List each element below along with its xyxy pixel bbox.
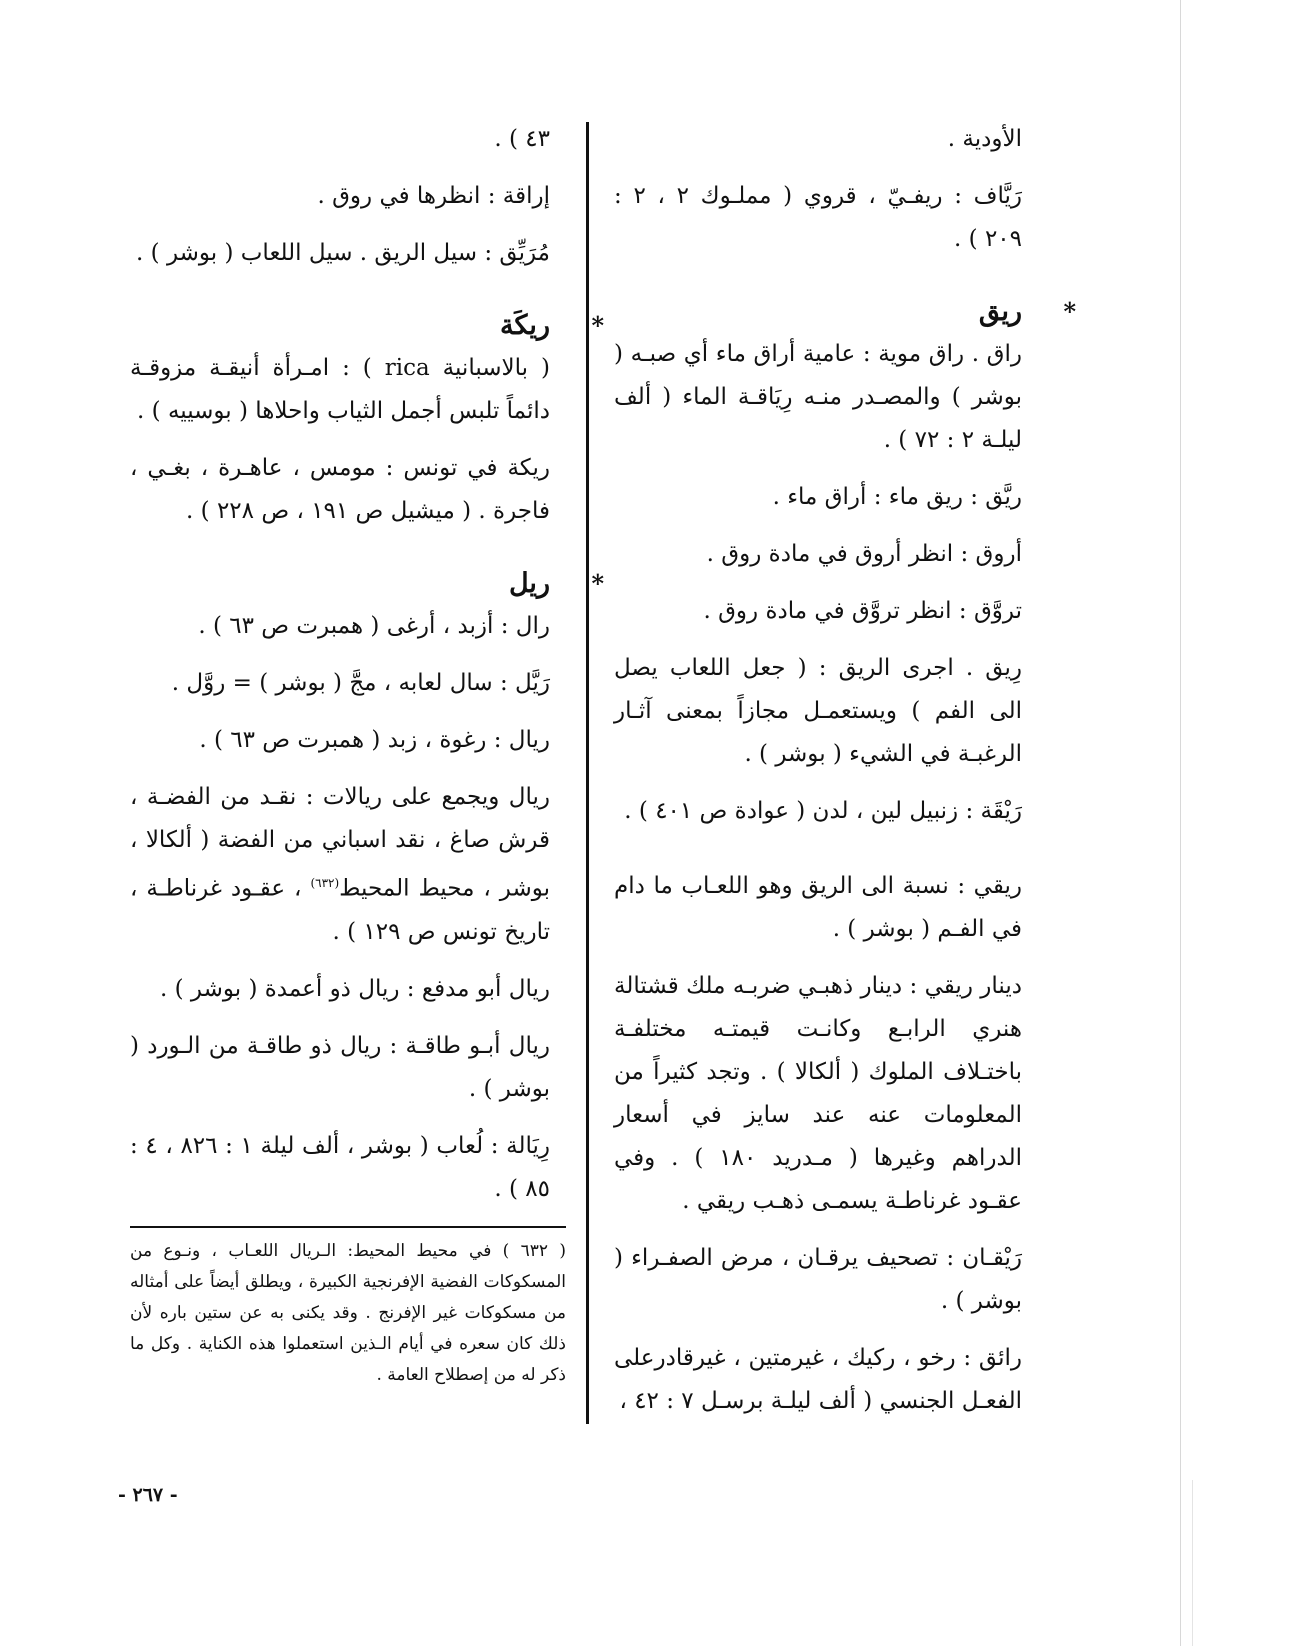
asterisk-icon: * [1063, 297, 1076, 326]
entry-rayqa: رَيْقَة : زنبيل لين ، لدن ( عوادة ص ٤٠١ ) . [624, 798, 1022, 824]
scan-edge-line-lower [1192, 1480, 1193, 1646]
entry-text: الأودية . [947, 126, 1022, 152]
entry-riyal-coin-text: ريال ويجمع على ريالات : نقـد من الفضـة ، قرش صاغ ، نقد اسباني من الفضة ( ألكالا ، بوشر ، محيط المحيط [130, 784, 550, 902]
entry-rayyaf: رَيَّاف : ريفـيّ ، قروي ( مملـوك ٢ ، ٢ : ٢٠٩ ) . [614, 183, 1022, 252]
right-column [614, 118, 1076, 1437]
footnote-text: ( ٦٣٢ ) في محيط المحيط: الـريال اللعـاب ، ونـوع من المسكوكات الفضية الإفرنجية الكبيرة ، ويطلق أيضاً على أمثاله من مسكوكات غير الإفرنج . وقد يكنى به عن ستين باره لأن ذلك كان سعره في أيام الـذين استعملوا هذه الكناية . وكل ما ذكر له من إصطلاح العامة . [130, 1241, 566, 1385]
asterisk-icon: * [591, 311, 604, 340]
heading-text: ريق [978, 296, 1022, 327]
entry-reeka-tunis: ريكة في تونس : مومس ، عاهـرة ، بغـي ، فاجرة . ( ميشيل ص ١٩١ ، ص ٢٢٨ ) . [130, 455, 550, 524]
entry-rayyaq: ريَّق : ريق ماء : أراق ماء . [772, 484, 1022, 510]
entry-ral: رال : أزبد ، أرغى ( همبرت ص ٦٣ ) . [198, 613, 550, 639]
section-heading-reel [130, 565, 604, 603]
entry-riyal-abu-madfa: ريال أبو مدفع : ريال ذو أعمدة ( بوشر ) . [159, 975, 550, 1002]
entry-riyala: رِيَالة : لُعاب ( بوشر ، ألف ليلة ١ : ٨٢٦ ، ٤ : ٨٥ ) . [130, 1132, 551, 1202]
left-column [130, 118, 604, 1225]
page-number: - ٢٦٧ - [118, 1484, 178, 1506]
scan-edge-line [1180, 0, 1181, 1646]
entry-reeqi: ريقي : نسبة الى الريق وهو اللعـاب ما دام في الفـم ( بوشر ) . [614, 873, 1022, 942]
entry-riyal-coin-text-cont: ، عقـود غرناطـة ، تاريخ تونس ص ١٢٩ ) . [130, 875, 550, 945]
footnote-reference[interactable]: (٦٣٢) [310, 876, 340, 890]
entry-raq: راق . راق موية : عامية أراق ماء أي صبـه ( بوشر ) والمصـدر منـه رِيَاقـة الماء ( ألف ليلـة ٢ : ٧٢ ) . [614, 341, 1022, 453]
section-heading-reeq [614, 293, 1076, 331]
footnote [130, 1236, 566, 1391]
column-divider [586, 122, 589, 1424]
entry-iraqa: إراقة : انظرها في روق . [317, 183, 550, 209]
asterisk-icon: * [591, 569, 604, 598]
entry-riyal-foam: ريال : رغوة ، زبد ( همبرت ص ٦٣ ) . [199, 727, 550, 753]
entry-raiq: رائق : رخو ، ركيك ، غيرمتين ، غيرقادرعلى الفعـل الجنسي ( ألف ليلـة برسـل ٧ : ٤٢ ، [614, 1345, 1022, 1414]
entry-riyal-abu-taqa: ريال أبـو طاقـة : ريال ذو طاقـة من الـورد ( بوشر ) . [130, 1032, 550, 1102]
entry-riyal-coin [130, 776, 550, 954]
footnote-separator [130, 1226, 566, 1228]
heading-text: ريل [508, 568, 550, 599]
entry-murayyiq: مُرَيِّق : سيل الريق . سيل اللعاب ( بوشر ) . [136, 240, 550, 266]
entry-arwaq: أروق : انظر أروق في مادة روق . [706, 541, 1022, 567]
entry-rayyal: رَيَّل : سال لعابه ، مجَّ ( بوشر ) = روَّل . [171, 670, 550, 696]
entry-dinar-reeqi: دينار ريقي : دينار ذهبـي ضربـه ملك قشتالة هنري الرابـع وكانـت قيمتـه مختلفـة باختـلاف الملوك ( ألكالا ) . وتجد كثيراً من المعلومات عنه عند سايز في أسعار الدراهم وغيرها ( مـدريد ١٨٠ ) . وفي عقـود غرناطـة يسمـى ذهـب ريقي . [614, 973, 1022, 1214]
entry-continuation: ٤٣ ) . [494, 126, 550, 152]
heading-text: ريكَة [500, 310, 550, 341]
entry-reeka-spanish: ( بالاسبانية rica ) : امـرأة أنيقـة مزوقـة دائماً تلبس أجمل الثياب واحلاها ( بوسييه ) . [130, 355, 551, 424]
section-heading-reeka [130, 307, 604, 345]
entry-rayqan: رَيْقـان : تصحيف يرقـان ، مرض الصفـراء ( بوشر ) . [614, 1245, 1022, 1314]
entry-reeq: رِيق . اجرى الريق : ( جعل اللعاب يصل الى الفم ) ويستعمـل مجازاً بمعنى آثـار الرغبـة في الشيء ( بوشر ) . [614, 655, 1022, 767]
entry-tarawwaq: تروَّق : انظر تروَّق في مادة روق . [703, 598, 1022, 624]
